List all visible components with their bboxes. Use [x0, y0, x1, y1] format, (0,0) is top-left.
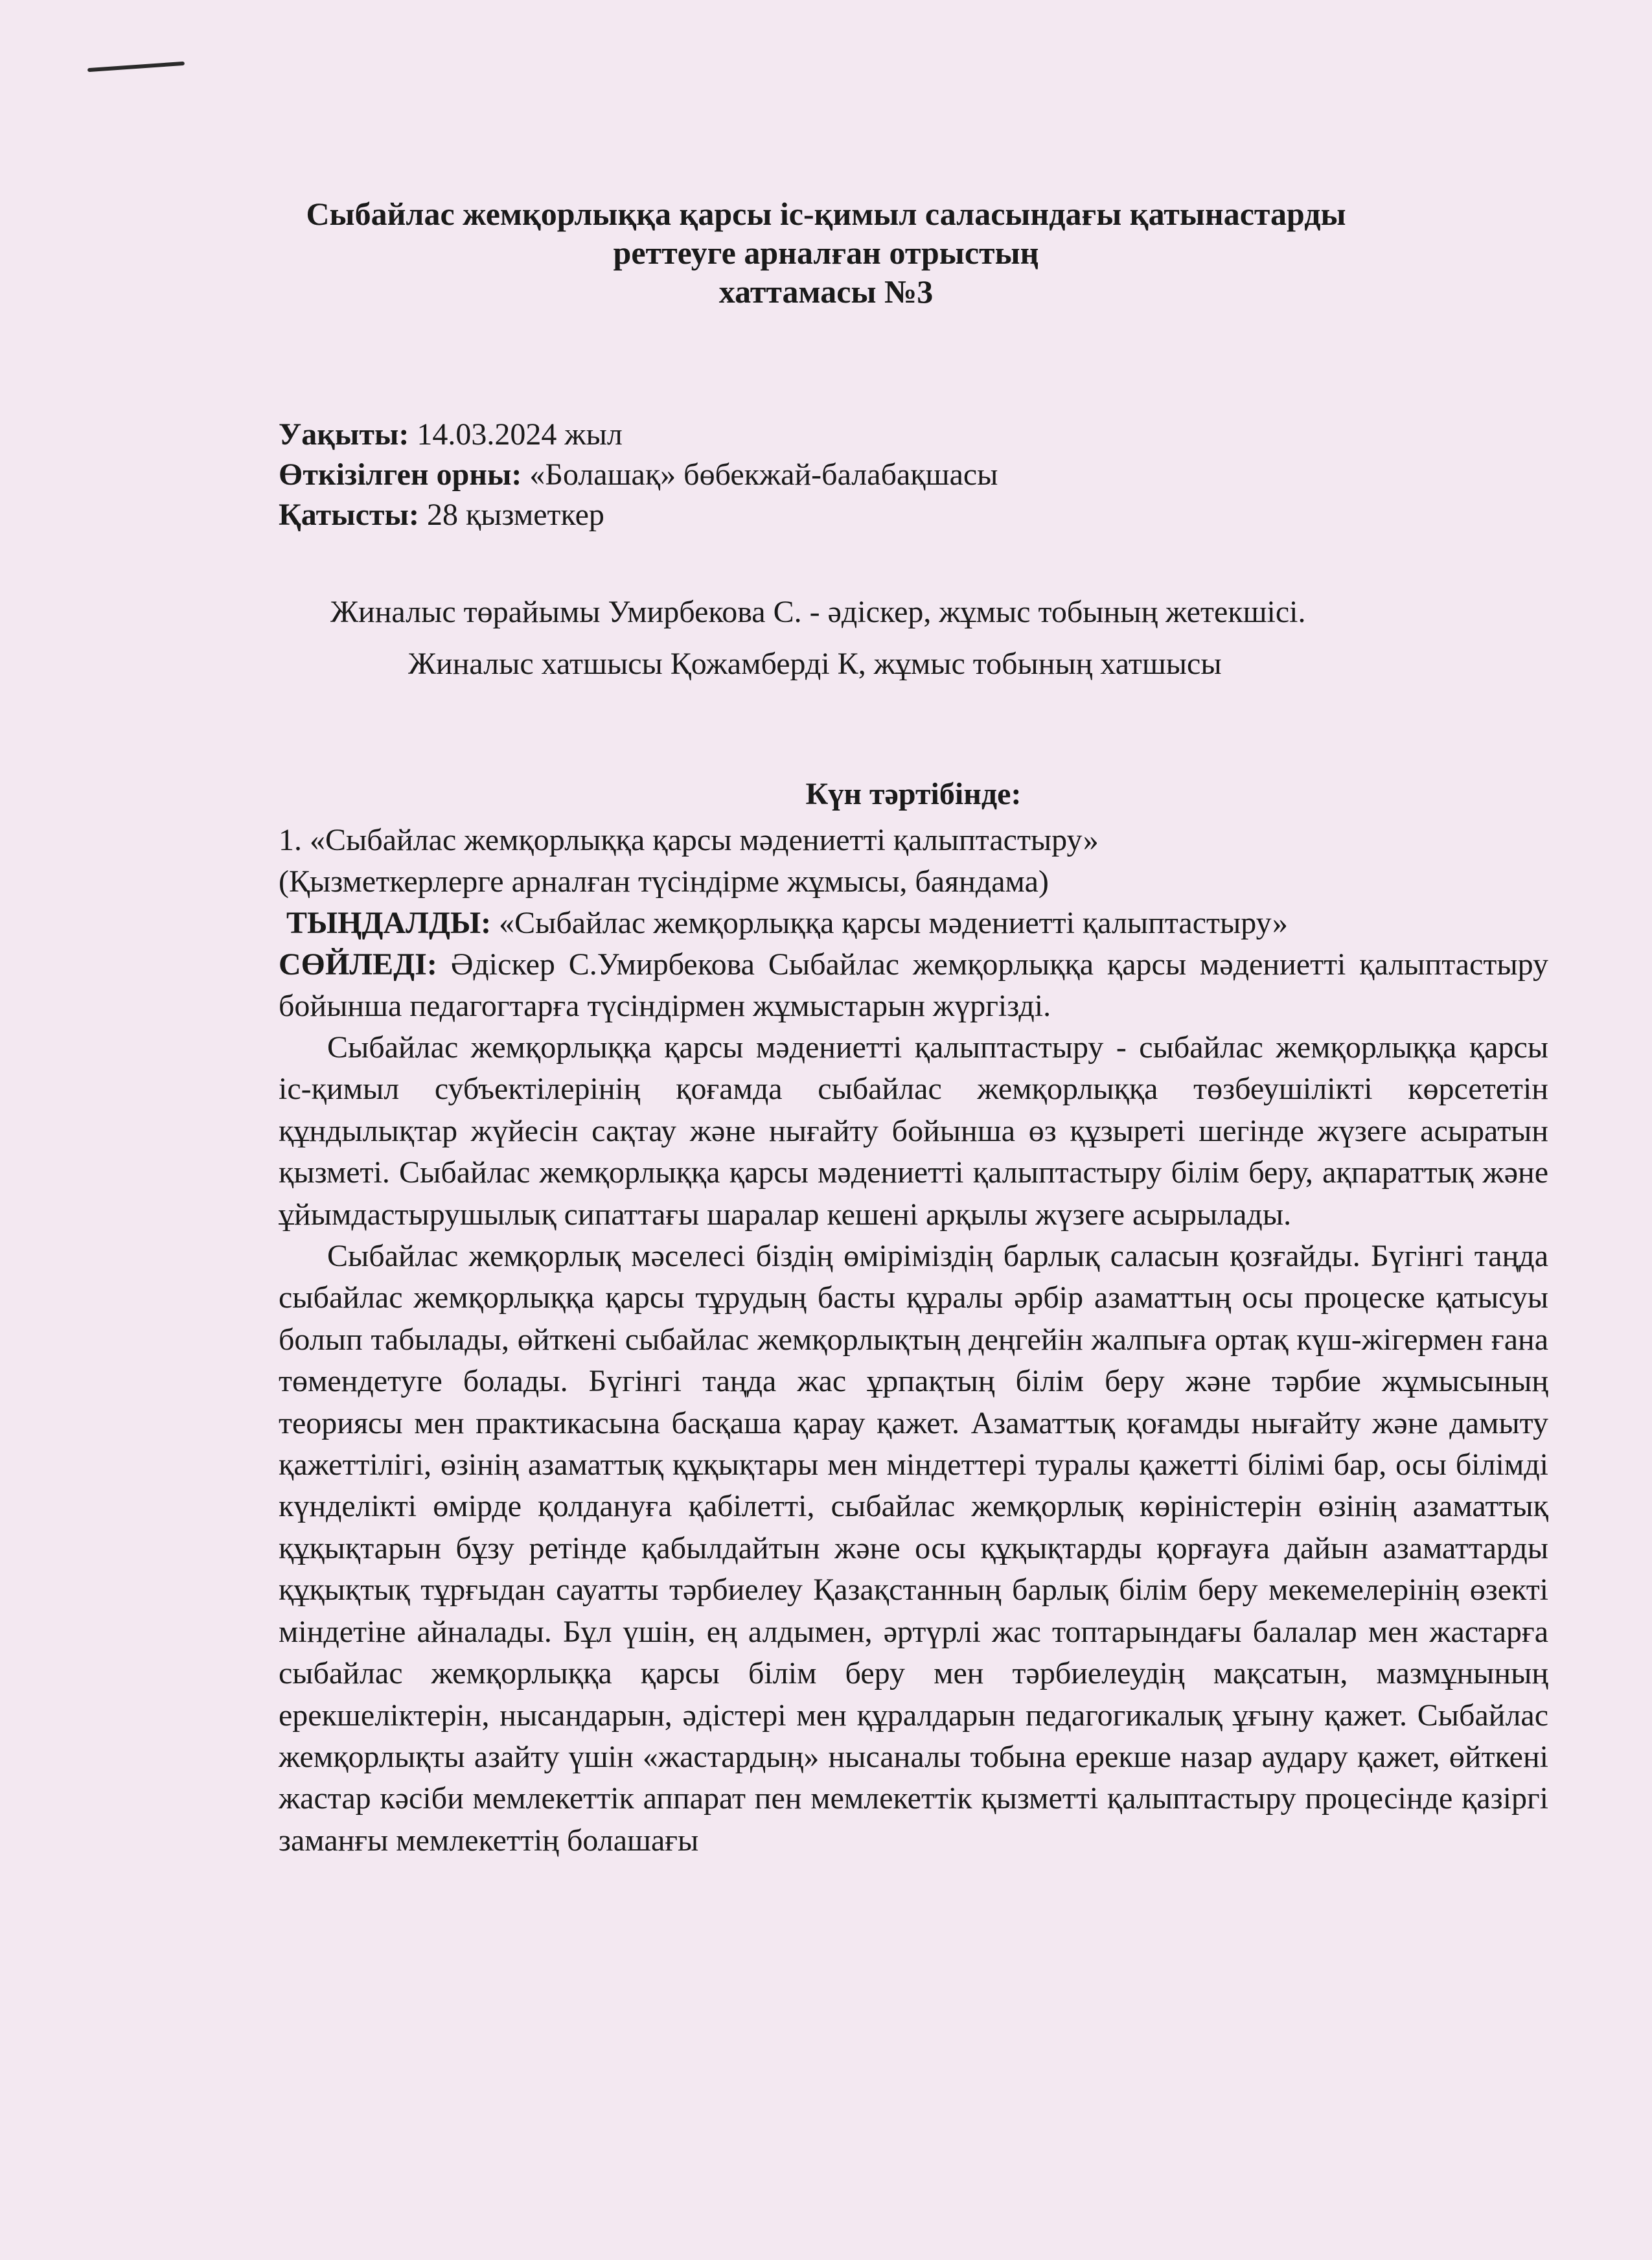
venue-value: «Болашақ» бөбекжай-балабақшасы: [529, 457, 998, 492]
paragraph-2: Сыбайлас жемқорлық мәселесі біздің өміріміздің барлық саласын қозғайды. Бүгінгі таңда сыбайлас жемқорлыққа қарсы тұрудың басты құралы әрбір азаматтың осы процеске қатысуы болып табылады, өйткені сыбайлас жемқорлықтың деңгейін жалпыға ортақ күш-жігермен ғана төмендетуге болады. Бүгінгі таңда жас ұрпақтың білім беру және тәрбие жұмысының теориясы мен практикасына басқаша қарау қажет. Азаматтық қоғамды нығайту және дамыту қажеттілігі, өзінің азаматтық құқықтары мен міндеттері туралы қажетті білімі бар, осы білімді күнделікті өмірде қолдануға қабілетті, сыбайлас жемқорлық көріністерін өзінің азаматтық құқықтарын бұзу ретінде қабылдайтын және осы құқықтарды қорғауға дайын азаматтарды құқықтық тұрғыдан сауатты тәрбиелеу Қазақстанның барлық білім беру мекемелерінің өзекті міндетіне айналады. Бұл үшін, ең алдымен, әртүрлі жас топтарындағы балалар мен жастарға сыбайлас жемқорлыққа қарсы білім беру мен тәрбиелеудің мақсатын, мазмұнының ерекшеліктерін, нысандарын, әдістері мен құралдарын педагогикалық ұғыну қажет. Сыбайлас жемқорлықты азайту үшін «жастардың» нысаналы тобына ерекше назар аудару қажет, өйткені жастар кәсіби мемлекеттік аппарат пен мемлекеттік қызметті қалыптастыру процесінде қазіргі заманғы мемлекеттің болашағы: [279, 1239, 1548, 1858]
meeting-attendees: [279, 495, 998, 535]
spoke-value: Әдіскер С.Умирбекова Сыбайлас жемқорлыққа қарсы мәдениетті қалыптастыру бойынша педагогтарға түсіндірмен жұмыстарын жүргізді.: [279, 947, 1549, 1023]
meeting-time: [279, 415, 998, 455]
body-text: [279, 1027, 1548, 1862]
meeting-secretary: Жиналыс хатшысы Қожамберді К, жұмыс тобының хатшысы: [408, 647, 1222, 681]
heard-line: [279, 903, 1548, 944]
attendees-label: Қатысты:: [279, 498, 419, 532]
meeting-chair: Жиналыс төрайымы Умирбекова С. - әдіскер, жұмыс тобының жетекшісі.: [330, 595, 1306, 629]
agenda-item-1: 1. «Сыбайлас жемқорлыққа қарсы мәдениетті қалыптастыру»: [279, 823, 1099, 857]
time-label: Уақыты:: [279, 417, 409, 452]
heard-label: ТЫҢДАЛДЫ:: [286, 906, 492, 940]
attendees-value: 28 қызметкер: [426, 498, 604, 532]
meeting-venue: [279, 455, 998, 495]
agenda-section: [279, 820, 1548, 1027]
spoke-line: [279, 944, 1548, 1027]
spoke-label: СӨЙЛЕДІ:: [279, 947, 437, 982]
agenda-item-1-note: (Қызметкерлерге арналған түсіндірме жұмысы, баяндама): [279, 864, 1049, 899]
paragraph-1: Сыбайлас жемқорлыққа қарсы мәдениетті қалыптастыру - сыбайлас жемқорлыққа қарсы іс-қимыл субъектілерінің қоғамда сыбайлас жемқорлыққа төзбеушілікті көрсететін құндылықтар жүйесін сақтау және нығайту бойынша өз құзыреті шегінде жүзеге асыратын қызметі. Сыбайлас жемқорлыққа қарсы мәдениетті қалыптастыру білім беру, ақпараттық және ұйымдастырушылық сипаттағы шаралар кешені арқылы жүзеге асырылады.: [279, 1030, 1548, 1232]
venue-label: Өткізілген орны:: [279, 457, 522, 492]
meeting-details: [279, 415, 998, 535]
time-value: 14.03.2024 жыл: [417, 417, 623, 452]
meeting-roles: [279, 586, 1548, 690]
pen-mark: [87, 62, 185, 72]
heard-value: «Сыбайлас жемқорлыққа қарсы мәдениетті қалыптастыру»: [499, 906, 1288, 940]
title-line-3: хаттамасы №3: [718, 273, 934, 310]
agenda-heading: Күн тәртібінде:: [805, 777, 1022, 811]
title-line-2: реттеуге арналған отрыстың: [613, 235, 1039, 271]
title-line-1: Сыбайлас жемқорлыққа қарсы іс-қимыл саласындағы қатынастарды: [306, 196, 1346, 232]
document-title: [259, 194, 1393, 311]
